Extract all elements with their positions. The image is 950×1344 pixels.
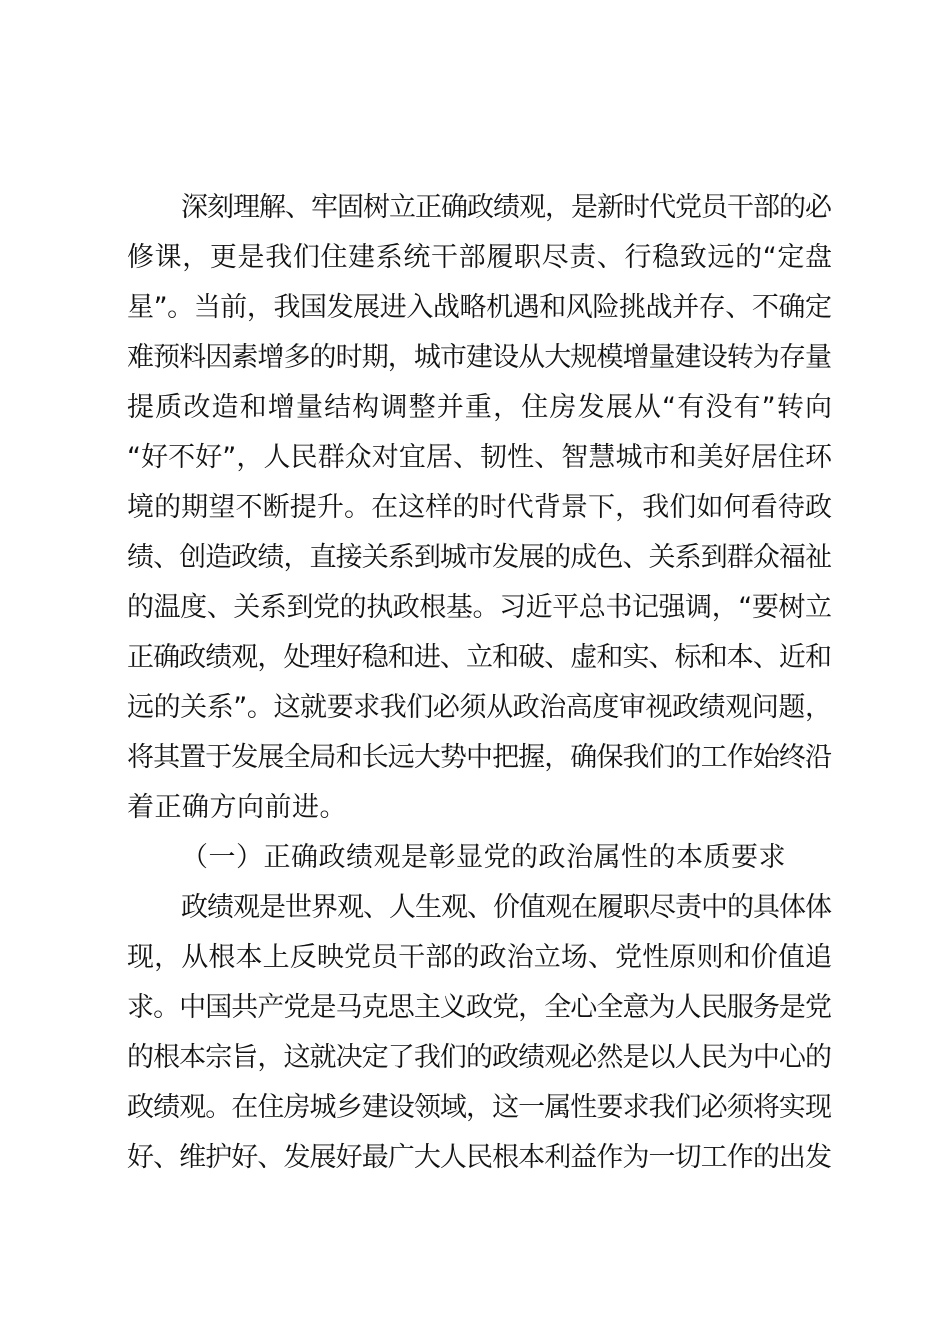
- text-line: 的温度、关系到党的执政根基。习近平总书记强调，“要树立: [127, 592, 832, 623]
- text-line: 远的关系”。这就要求我们必须从政治高度审视政绩观问题，: [127, 692, 832, 723]
- text-line: “好不好”，人民群众对宜居、韧性、智慧城市和美好居住环: [127, 442, 832, 473]
- text-line: 着正确方向前进。: [127, 792, 347, 823]
- text-line: 求。中国共产党是马克思主义政党，全心全意为人民服务是党: [127, 992, 832, 1023]
- text-line: 的根本宗旨，这就决定了我们的政绩观必然是以人民为中心的: [127, 1042, 832, 1073]
- text-line: 将其置于发展全局和长远大势中把握，确保我们的工作始终沿: [127, 742, 832, 773]
- section-heading: [127, 833, 832, 883]
- document-page: [127, 183, 832, 1183]
- text-line: 难预料因素增多的时期，城市建设从大规模增量建设转为存量: [127, 342, 832, 373]
- text-line: 正确政绩观，处理好稳和进、立和破、虚和实、标和本、近和: [127, 642, 832, 673]
- intro-paragraph: [127, 183, 832, 833]
- section-heading-text: （一）正确政绩观是彰显党的政治属性的本质要求: [181, 842, 786, 873]
- text-line: 政绩观。在住房城乡建设领域，这一属性要求我们必须将实现: [127, 1092, 832, 1123]
- text-line: 好、维护好、发展好最广大人民根本利益作为一切工作的出发: [127, 1142, 832, 1173]
- body-paragraph: [127, 883, 832, 1183]
- text-line: 绩、创造政绩，直接关系到城市发展的成色、关系到群众福祉: [127, 542, 832, 573]
- text-line: 修课，更是我们住建系统干部履职尽责、行稳致远的“定盘: [127, 242, 832, 273]
- text-line: 政绩观是世界观、人生观、价值观在履职尽责中的具体体: [181, 892, 831, 923]
- text-line: 星”。当前，我国发展进入战略机遇和风险挑战并存、不确定: [127, 292, 832, 323]
- text-line: 提质改造和增量结构调整并重，住房发展从“有没有”转向: [127, 392, 832, 423]
- text-line: 深刻理解、牢固树立正确政绩观，是新时代党员干部的必: [181, 192, 831, 223]
- text-line: 现，从根本上反映党员干部的政治立场、党性原则和价值追: [127, 942, 832, 973]
- text-line: 境的期望不断提升。在这样的时代背景下，我们如何看待政: [127, 492, 832, 523]
